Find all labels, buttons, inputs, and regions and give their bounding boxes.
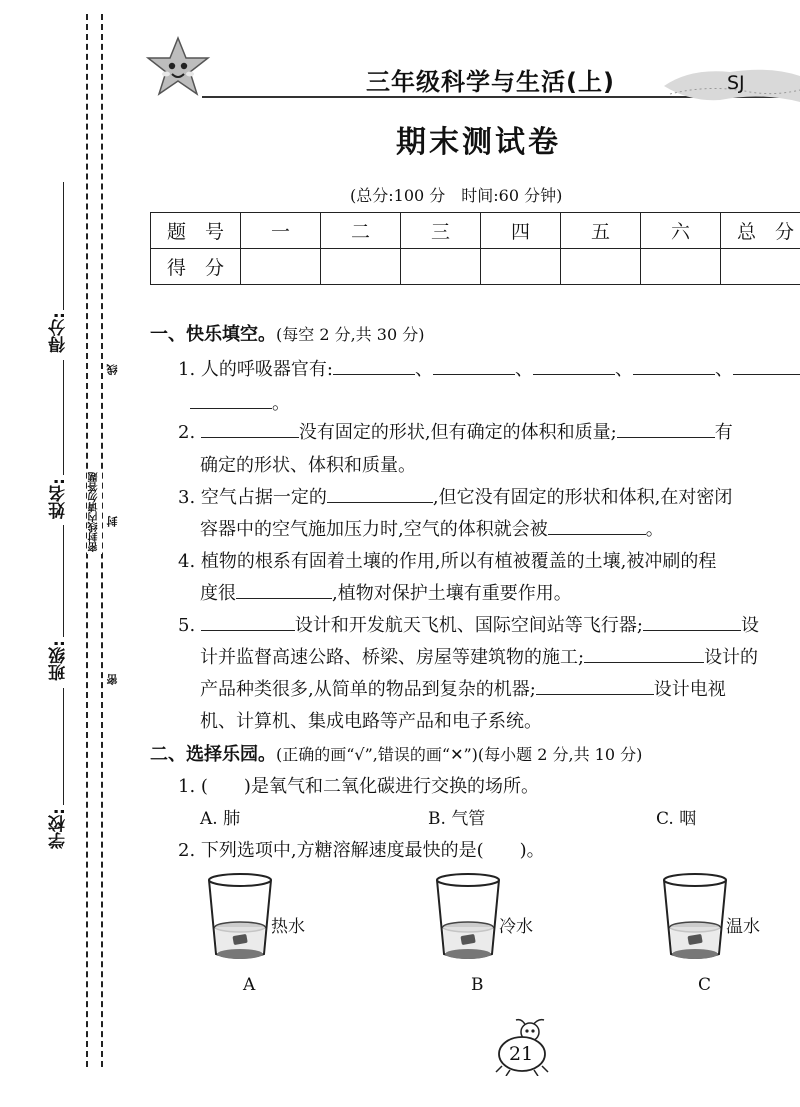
glass-a-illustration[interactable] bbox=[205, 872, 275, 962]
q1-text: 1. 人的呼吸器官有: bbox=[178, 359, 333, 380]
score-cell[interactable] bbox=[401, 249, 481, 285]
question-3-line1 bbox=[178, 483, 732, 509]
answer-blank[interactable] bbox=[643, 612, 741, 631]
score-row-label: 得 分 bbox=[151, 249, 241, 285]
score-field-label: 得分: bbox=[49, 312, 69, 353]
question-4-line1 bbox=[178, 547, 716, 573]
series-code: SJ bbox=[727, 72, 745, 94]
answer-blank[interactable] bbox=[548, 516, 646, 535]
page-number: 21 bbox=[509, 1043, 534, 1065]
q5-text-e: 产品种类很多,从简单的物品到复杂的机器; bbox=[200, 679, 536, 700]
option-b[interactable]: B. 气管 bbox=[428, 809, 486, 829]
answer-blank[interactable] bbox=[584, 644, 704, 663]
q2-text-b: 有 bbox=[714, 422, 733, 443]
q3-text-b: ,但它没有固定的形状和体积,在对密闭 bbox=[432, 487, 733, 508]
score-table bbox=[150, 212, 800, 285]
header-cell-total: 总 分 bbox=[721, 213, 800, 249]
class-field-line[interactable] bbox=[63, 525, 64, 637]
answer-blank[interactable] bbox=[536, 676, 654, 695]
score-table-header-row bbox=[151, 213, 800, 249]
seal-char-mi: 密 bbox=[106, 674, 119, 685]
question-3-line2 bbox=[200, 515, 664, 541]
score-cell[interactable] bbox=[481, 249, 561, 285]
separator: 、 bbox=[414, 359, 433, 380]
seal-notice: 密封线内请勿答题 bbox=[89, 472, 100, 552]
period: 。 bbox=[645, 519, 664, 540]
answer-blank[interactable] bbox=[327, 484, 433, 503]
option-a[interactable]: A. 肺 bbox=[200, 809, 241, 829]
glass-c-letter[interactable]: C bbox=[698, 975, 712, 995]
q2-number: 2. bbox=[178, 422, 196, 443]
question-5-line2 bbox=[200, 643, 758, 669]
q3-text-a: 3. 空气占据一定的 bbox=[178, 487, 327, 508]
score-cell[interactable] bbox=[561, 249, 641, 285]
glass-c-water-label: 温水 bbox=[726, 917, 760, 937]
question-5-line4 bbox=[200, 707, 542, 733]
q2-text-c: 确定的形状、体积和质量。 bbox=[200, 455, 416, 476]
answer-blank[interactable] bbox=[333, 356, 415, 375]
school-field-line[interactable] bbox=[63, 688, 64, 805]
school-field-label: 学校: bbox=[49, 808, 69, 849]
question-1-line1 bbox=[178, 355, 800, 381]
name-field-line[interactable] bbox=[63, 360, 64, 475]
answer-blank[interactable] bbox=[433, 356, 515, 375]
q5-text-a: 设计和开发航天飞机、国际空间站等飞行器; bbox=[294, 615, 643, 636]
header-cell-2: 二 bbox=[321, 213, 401, 249]
answer-blank[interactable] bbox=[633, 356, 715, 375]
q4-text-c: ,植物对保护土壤有重要作用。 bbox=[332, 583, 572, 604]
seal-char-feng: 封 bbox=[106, 516, 119, 527]
glass-a-letter[interactable]: A bbox=[243, 975, 256, 995]
q5-text-g: 机、计算机、集成电路等产品和电子系统。 bbox=[200, 711, 542, 732]
separator: 、 bbox=[714, 359, 733, 380]
exam-meta: (总分:100 分 时间:60 分钟) bbox=[350, 186, 563, 205]
score-cell-total[interactable] bbox=[721, 249, 800, 285]
glass-b-illustration[interactable] bbox=[433, 872, 503, 962]
answer-blank[interactable] bbox=[533, 356, 615, 375]
score-cell[interactable] bbox=[321, 249, 401, 285]
answer-blank[interactable] bbox=[201, 419, 299, 438]
question-2-line2 bbox=[200, 451, 416, 477]
q2-text-a: 没有固定的形状,但有确定的体积和质量; bbox=[298, 422, 617, 443]
section1-heading bbox=[150, 320, 424, 346]
q5-text-c: 计并监督高速公路、桥梁、房屋等建筑物的施工; bbox=[200, 647, 585, 668]
section2-note: (正确的画“√”,错误的画“✕”)(每小题 2 分,共 10 分) bbox=[276, 745, 643, 764]
section2-title: 二、选择乐园。 bbox=[150, 744, 276, 765]
answer-blank[interactable] bbox=[733, 356, 800, 375]
glass-b-letter[interactable]: B bbox=[471, 975, 484, 995]
star-mascot-logo bbox=[142, 36, 214, 102]
glass-icon bbox=[433, 872, 503, 962]
header-cell-5: 五 bbox=[561, 213, 641, 249]
q4-text-b: 度很 bbox=[200, 583, 236, 604]
s2-question-2: 2. 下列选项中,方糖溶解速度最快的是( )。 bbox=[178, 840, 545, 861]
header-cell-label: 题 号 bbox=[151, 213, 241, 249]
answer-blank[interactable] bbox=[201, 612, 295, 631]
question-5-line1 bbox=[178, 611, 759, 637]
q5-text-d: 设计的 bbox=[704, 647, 759, 668]
score-field-line[interactable] bbox=[63, 182, 64, 310]
separator: 、 bbox=[514, 359, 533, 380]
score-cell[interactable] bbox=[641, 249, 721, 285]
q5-text-f: 设计电视 bbox=[653, 679, 726, 700]
glass-icon bbox=[660, 872, 730, 962]
q3-text-c: 容器中的空气施加压力时,空气的体积就会被 bbox=[200, 519, 548, 540]
exam-title: 期末测试卷 bbox=[396, 125, 561, 160]
glass-b-water-label: 冷水 bbox=[499, 917, 533, 937]
glass-c-illustration[interactable] bbox=[660, 872, 730, 962]
s2-question-1: 1. ( )是氧气和二氧化碳进行交换的场所。 bbox=[178, 776, 539, 797]
answer-blank[interactable] bbox=[617, 419, 715, 438]
section2-heading bbox=[150, 740, 642, 766]
series-title: 三年级科学与生活(上) bbox=[366, 68, 615, 96]
header-cell-6: 六 bbox=[641, 213, 721, 249]
option-c[interactable]: C. 咽 bbox=[656, 809, 697, 829]
class-field-label: 班级: bbox=[49, 640, 69, 681]
question-4-line2 bbox=[200, 579, 572, 605]
question-2-line1 bbox=[178, 418, 733, 444]
q4-text-a: 4. 植物的根系有固着土壤的作用,所以有植被覆盖的土壤,被冲刷的程 bbox=[178, 551, 717, 572]
header-cell-3: 三 bbox=[401, 213, 481, 249]
section1-note: (每空 2 分,共 30 分) bbox=[276, 325, 425, 344]
period: 。 bbox=[272, 393, 290, 414]
section1-title: 一、快乐填空。 bbox=[150, 324, 276, 345]
answer-blank[interactable] bbox=[236, 580, 332, 599]
question-1-line2 bbox=[190, 389, 290, 415]
q5-text-b: 设 bbox=[740, 615, 759, 636]
seal-char-xian: 线 bbox=[106, 364, 119, 375]
header-cell-4: 四 bbox=[481, 213, 561, 249]
score-table-score-row bbox=[151, 249, 800, 285]
question-5-line3 bbox=[200, 675, 726, 701]
glass-icon bbox=[205, 872, 275, 962]
score-cell[interactable] bbox=[241, 249, 321, 285]
answer-blank[interactable] bbox=[190, 390, 272, 409]
header-cell-1: 一 bbox=[241, 213, 321, 249]
name-field-label: 姓名: bbox=[49, 478, 69, 519]
q5-number: 5. bbox=[178, 615, 196, 636]
glass-a-water-label: 热水 bbox=[271, 917, 305, 937]
separator: 、 bbox=[614, 359, 633, 380]
